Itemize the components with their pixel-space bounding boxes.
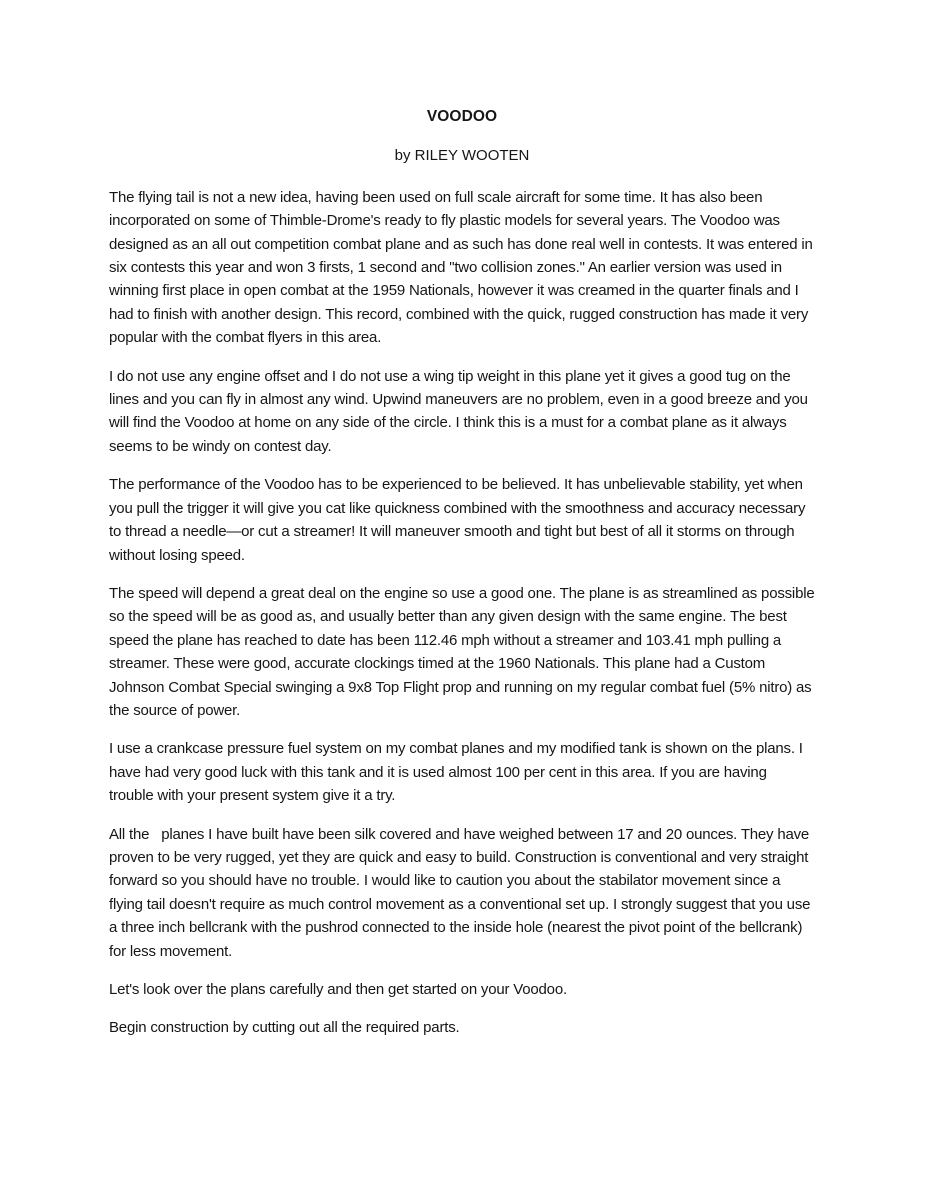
paragraph-construction-notes: All the planes I have built have been silk covered and have weighed between 17 and 20 ounces. They have proven to be very rugged, yet they are quick and easy to build. Construction is conventional and very straight forward so you should have no trouble. I would like to caution you about the stabilator movement since a flying tail doesn't require as much control movement as a conventional set up. I strongly suggest that you use a three inch bellcrank with the pushrod connected to the inside hole (nearest the pivot point of the bellcrank) for less movement. [109, 825, 815, 960]
document-byline: by RILEY WOOTEN [394, 147, 530, 165]
paragraph-engine-offset: I do not use any engine offset and I do not use a wing tip weight in this plane yet it gives a good tug on the lines and you can fly in almost any wind. Upwind maneuvers are no problem, even in a good breeze and you will find the Voodoo at home on any side of the circle. I think this is a must for a combat plane as it always seems to be windy on contest day. [109, 367, 812, 455]
paragraph-performance: The performance of the Voodoo has to be experienced to be believed. It has unbelievable stability, yet when you pull the trigger it will give you cat like quickness combined with the smoothness and accuracy necessary to thread a needle—or cut a streamer! It will maneuver smooth and tight but best of all it storms on through without losing speed. [109, 476, 810, 564]
paragraph-fuel-system: I use a crankcase pressure fuel system on my combat planes and my modified tank is shown on the plans. I have had very good luck with this tank and it is used almost 100 per cent in this area. If you are having trouble with your present system give it a try. [109, 740, 807, 805]
paragraph-plans: Let's look over the plans carefully and then get started on your Voodoo. [109, 981, 567, 998]
paragraph-speed: The speed will depend a great deal on the engine so use a good one. The plane is as streamlined as possible so the speed will be as good as, and usually better than any given design with the same engine. The best speed the plane has reached to date has been 112.46 mph without a streamer and 103.41 mph pulling a streamer. These were good, accurate clockings timed at the 1960 Nationals. This plane had a Custom Johnson Combat Special swinging a 9x8 Top Flight prop and running on my regular combat fuel (5% nitro) as the source of power. [109, 584, 819, 719]
paragraph-begin-construction: Begin construction by cutting out all the required parts. [109, 1019, 460, 1037]
paragraph-intro: The flying tail is not a new idea, having been used on full scale aircraft for some time. It has also been incorporated on some of Thimble-Drome's ready to fly plastic models for several years. The Voodoo was designed as an all out competition combat plane and as such has done real well in contests. It was entered in six contests this year and won 3 firsts, 1 second and "two collision zones." An earlier version was used in winning first place in open combat at the 1959 Nationals, however it was creamed in the quarter finals and I had to finish with another design. This record, combined with the quick, rugged construction has made it very popular with the combat flyers in this area. [109, 188, 817, 347]
document-title: VOODOO [426, 108, 498, 125]
